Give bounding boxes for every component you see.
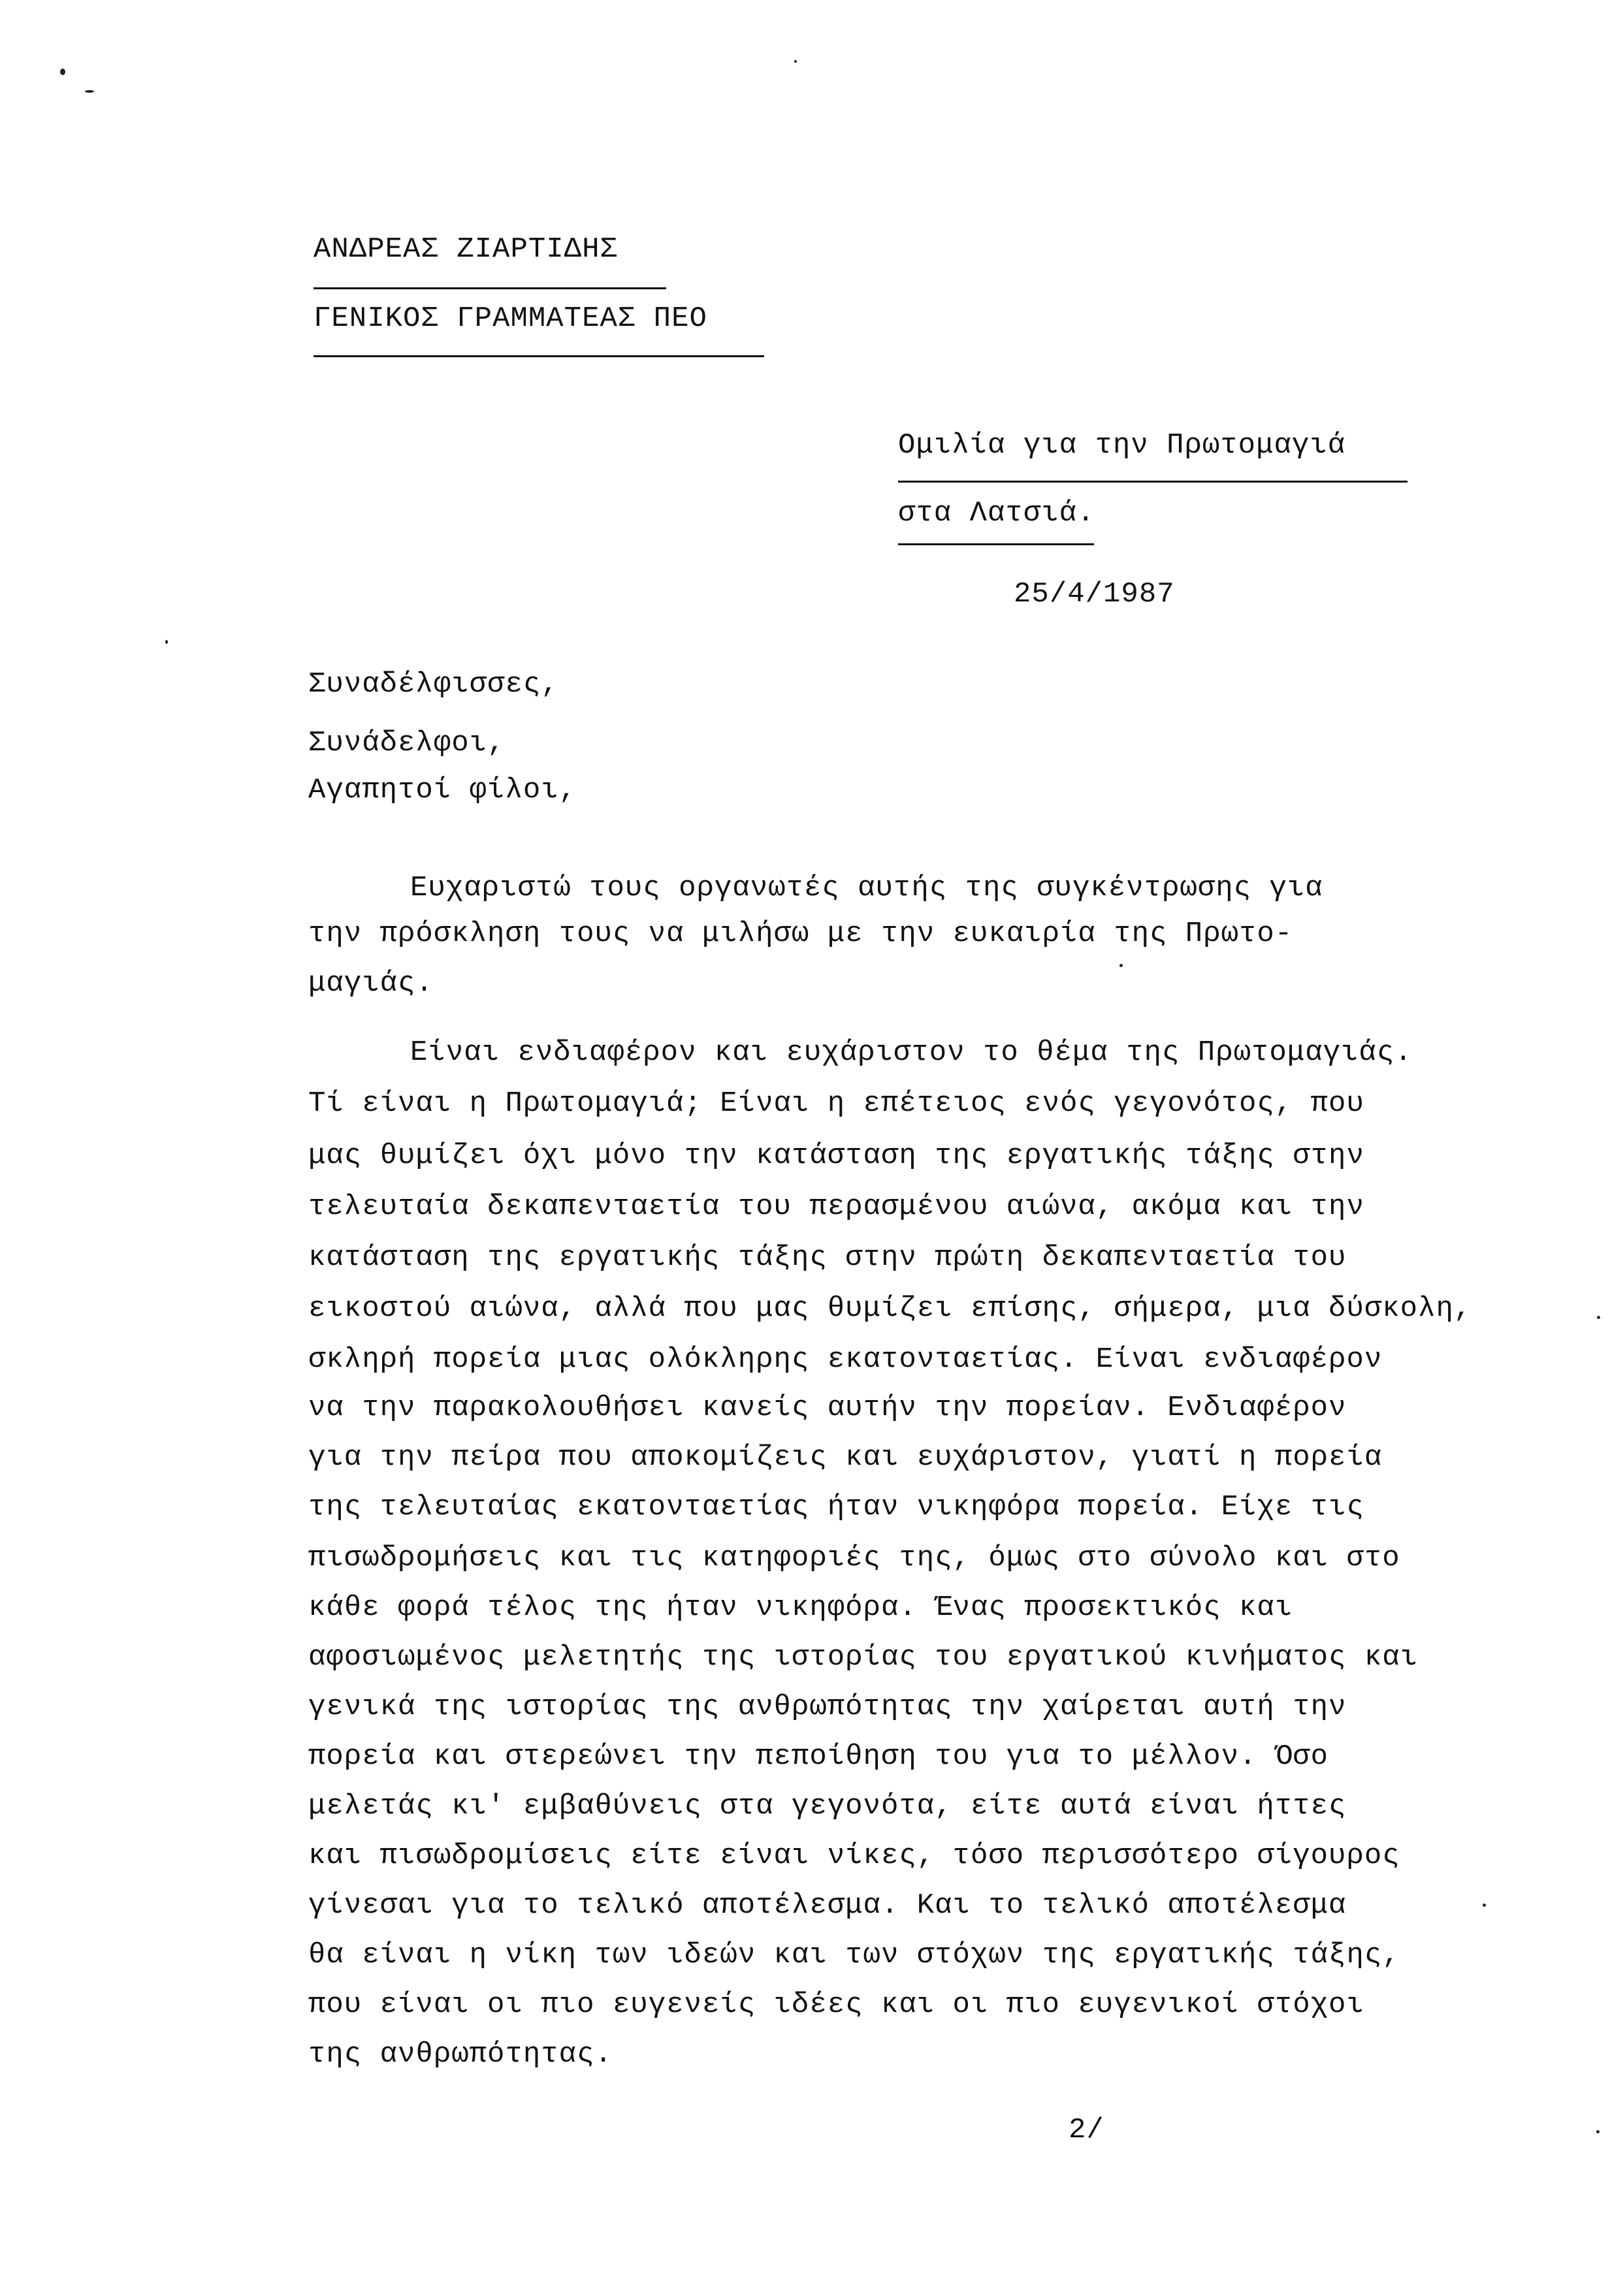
- paragraph-2-line: και πισωδρομίσεις είτε είναι νίκες, τόσο περισσότερο σίγουρος: [308, 1840, 1400, 1872]
- paragraph-2-line: θα είναι η νίκη των ιδεών και των στόχων της εργατικής τάξης,: [308, 1939, 1400, 1971]
- paragraph-2-line: κάθε φορά τέλος της ήταν νικηφόρα. Ένας προσεκτικός και: [308, 1591, 1293, 1624]
- scan-speck: [60, 69, 65, 75]
- subject-line-1-underline: [898, 481, 1408, 483]
- page-number: 2/: [1069, 2114, 1104, 2146]
- subject-line-1: Ομιλία για την Πρωτομαγιά: [898, 429, 1346, 462]
- salutation-line: Συναδέλφισσες,: [308, 668, 559, 701]
- paragraph-2-line: Τί είναι η Πρωτομαγιά; Είναι η επέτειος ενός γεγονότος, που: [308, 1087, 1364, 1120]
- subject-line-2: στα Λατσιά.: [898, 497, 1095, 530]
- scan-speck: [1119, 964, 1123, 967]
- author-title-underline: [314, 355, 764, 357]
- author-name: ΑΝΔΡΕΑΣ ΖΙΑΡΤΙΔΗΣ: [314, 233, 618, 266]
- paragraph-2-line: τελευταία δεκαπενταετία του περασμένου αιώνα, ακόμα και την: [308, 1190, 1364, 1223]
- scan-speck: [165, 640, 168, 644]
- paragraph-2-line: πισωδρομήσεις και τις κατηφοριές της, όμως στο σύνολο και στο: [308, 1542, 1400, 1574]
- scan-speck: [1483, 1904, 1486, 1907]
- paragraph-1-line: Ευχαριστώ τους οργανωτές αυτής της συγκέντρωσης για: [410, 872, 1323, 904]
- paragraph-2-line: γίνεσαι για το τελικό αποτέλεσμα. Και το τελικό αποτέλεσμα: [308, 1889, 1347, 1922]
- scan-speck: [794, 60, 797, 63]
- salutation-line: Αγαπητοί φίλοι,: [308, 774, 577, 806]
- subject-line-2-underline: [898, 543, 1094, 545]
- paragraph-2-line: κατάσταση της εργατικής τάξης στην πρώτη δεκαπενταετία του: [308, 1241, 1347, 1274]
- scan-speck: [1597, 1316, 1600, 1319]
- paragraph-1-line: μαγιάς.: [308, 967, 434, 1000]
- paragraph-1-line: την πρόσκληση τους να μιλήσω με την ευκαιρία της Πρωτο-: [308, 917, 1293, 950]
- paragraph-2-line: γενικά της ιστορίας της ανθρωπότητας την χαίρεται αυτή την: [308, 1691, 1347, 1723]
- scan-speck: [85, 90, 94, 93]
- paragraph-2-line: μελετάς κι' εμβαθύνεις στα γεγονότα, είτε αυτά είναι ήττες: [308, 1790, 1347, 1823]
- scan-speck: [1596, 2130, 1600, 2133]
- paragraph-2-line: μας θυμίζει όχι μόνο την κατάσταση της εργατικής τάξης στην: [308, 1140, 1364, 1172]
- paragraph-2-line: να την παρακολουθήσει κανείς αυτήν την πορείαν. Ενδιαφέρον: [308, 1392, 1347, 1424]
- document-date: 25/4/1987: [1014, 578, 1175, 611]
- author-title: ΓΕΝΙΚΟΣ ΓΡΑΜΜΑΤΕΑΣ ΠΕΟ: [314, 302, 707, 335]
- paragraph-2-line: Είναι ενδιαφέρον και ευχάριστον το θέμα της Πρωτομαγιάς.: [410, 1036, 1413, 1069]
- paragraph-2-line: σκληρή πορεία μιας ολόκληρης εκατονταετίας. Είναι ενδιαφέρον: [308, 1343, 1383, 1376]
- author-name-underline: [314, 287, 666, 289]
- paragraph-2-line: πορεία και στερεώνει την πεποίθηση του για το μέλλον. Όσο: [308, 1740, 1329, 1773]
- salutation-line: Συνάδελφοι,: [308, 727, 506, 759]
- paragraph-2-line: της ανθρωπότητας.: [308, 2038, 613, 2071]
- paragraph-2-line: της τελευταίας εκατονταετίας ήταν νικηφόρα πορεία. Είχε τις: [308, 1491, 1364, 1523]
- paragraph-2-line: που είναι οι πιο ευγενείς ιδέες και οι πιο ευγενικοί στόχοι: [308, 1988, 1364, 2021]
- paragraph-2-line: για την πείρα που αποκομίζεις και ευχάριστον, γιατί η πορεία: [308, 1441, 1383, 1474]
- paragraph-2-line: εικοστού αιώνα, αλλά που μας θυμίζει επίσης, σήμερα, μια δύσκολη,: [308, 1292, 1472, 1325]
- paragraph-2-line: αφοσιωμένος μελετητής της ιστορίας του εργατικού κινήματος και: [308, 1641, 1419, 1674]
